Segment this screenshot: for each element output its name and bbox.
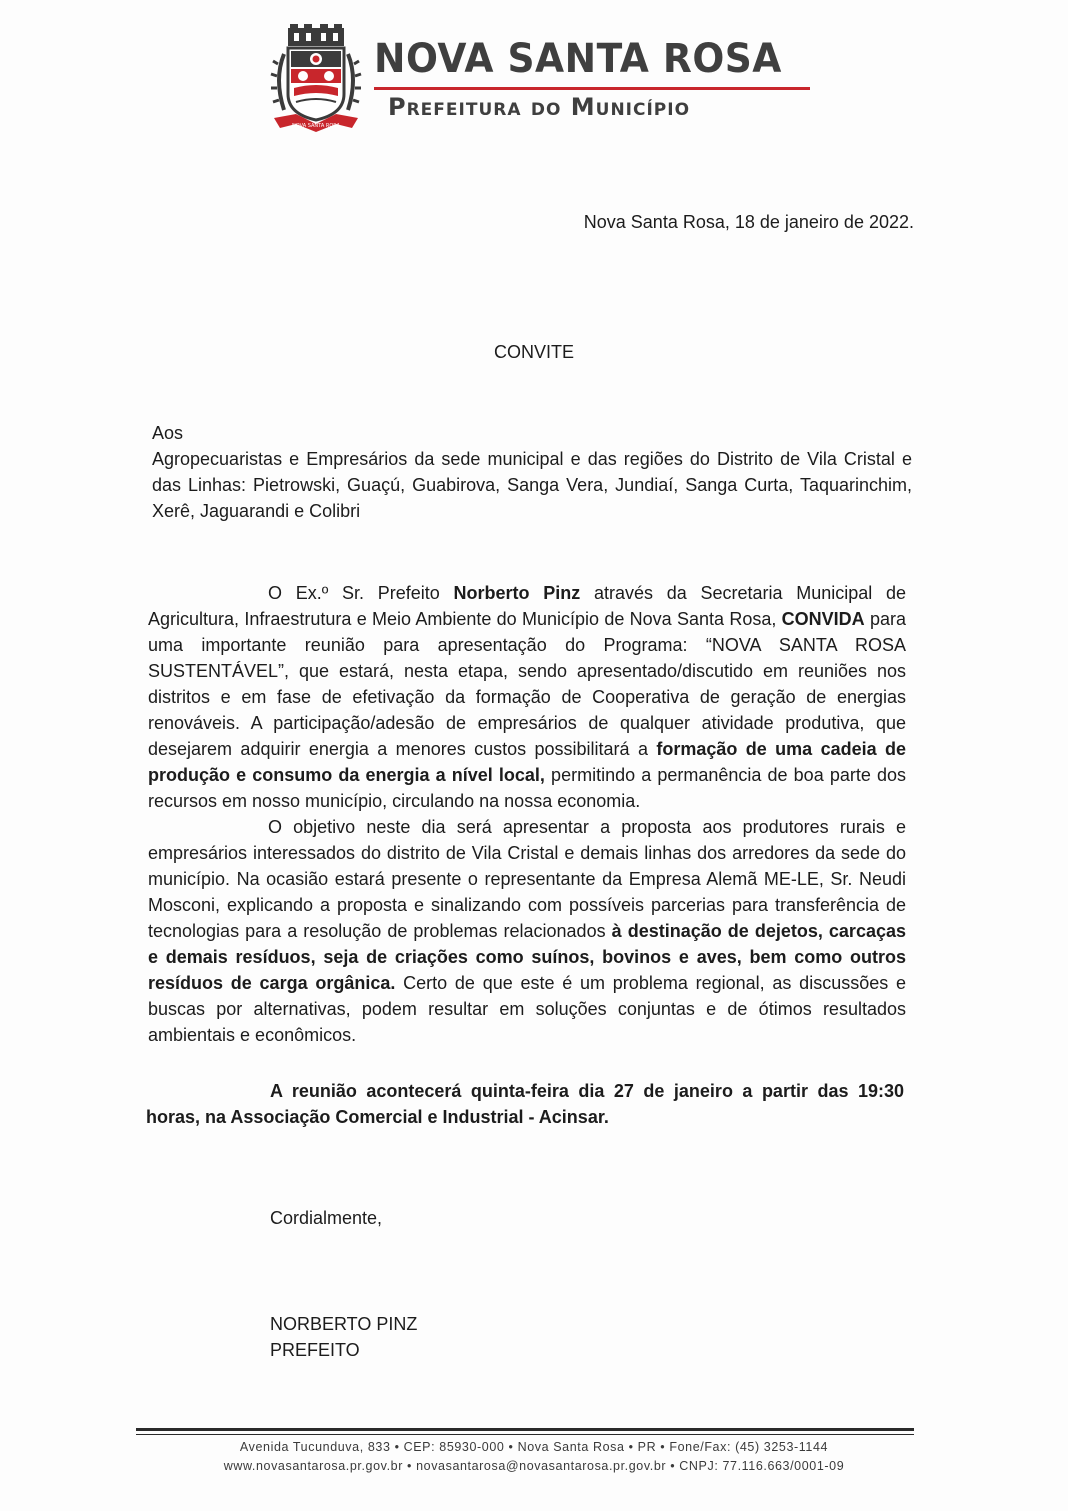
p1-text-4: permitindo a permanência de boa parte dos recursos em nosso município, circulando na nossa economia. <box>148 765 906 811</box>
municipal-coat-of-arms-icon <box>270 24 362 136</box>
signer-title: PREFEITO <box>270 1340 360 1360</box>
body-paragraph-1 <box>148 580 906 814</box>
recipient-label: Aos <box>152 423 184 443</box>
p1-text-1: O Ex.º Sr. Prefeito <box>268 583 454 603</box>
organization-name: NOVA SANTA ROSA <box>374 36 782 82</box>
p1-text-3: para uma importante reunião para apresentação do Programa: “NOVA SANTA ROSA SUSTENTÁVEL”, que estará, nesta etapa, sendo apresentado/discutido em reuniões nos distritos e em fase de efetivação da formação de Cooperativa de geração de energias renováveis. A participação/adesão de empresários de qualquer atividade produtiva, que desejarem adquirir energia a menores custos possibilitará a <box>148 609 906 759</box>
footer-divider-thick <box>136 1428 914 1431</box>
p2-text-2: Certo de que este é um problema regional, as discussões e buscas por alternativas, podem resultar em soluções conjuntas e de ótimos resultados ambientais e econômicos. <box>148 973 906 1045</box>
p2-emphasis: à destinação de dejetos, carcaças e demais resíduos, seja de criações como suínos, bovinos e aves, bem como outros resíduos de carga orgânica. <box>148 921 906 993</box>
document-title: CONVITE <box>493 342 574 362</box>
body-paragraph-2 <box>148 814 906 1048</box>
header-divider <box>374 87 810 90</box>
letter-date: Nova Santa Rosa, 18 de janeiro de 2022. <box>583 212 914 232</box>
seal-ribbon-text: NOVA SANTA ROSA <box>292 123 340 129</box>
signer-name: NORBERTO PINZ <box>270 1314 418 1334</box>
organization-subtitle: Prefeitura do Município <box>388 93 691 121</box>
footer-divider-thin <box>136 1434 914 1435</box>
footer-address: Avenida Tucunduva, 833 • CEP: 85930-000 • Nova Santa Rosa • PR • Fone/Fax: (45) 3253-1144 <box>239 1440 829 1454</box>
convida-bold: CONVIDA <box>781 609 865 629</box>
mayor-name-bold: Norberto Pinz <box>453 583 581 603</box>
p1-text-2: através da Secretaria Municipal de Agricultura, Infraestrutura e Meio Ambiente do Município de Nova Santa Rosa, <box>148 583 906 629</box>
recipient-block <box>152 420 912 524</box>
p1-emphasis: formação de uma cadeia de produção e consumo da energia a nível local, <box>148 739 907 785</box>
recipient-text: Agropecuaristas e Empresários da sede municipal e das regiões do Distrito de Vila Cristal e das Linhas: Pietrowski, Guaçú, Guabirova, Sanga Vera, Jundiaí, Sanga Curta, Taquarinchim, Xerê, Jaguarandi e Colibri <box>152 449 912 521</box>
footer-contacts: www.novasantarosa.pr.gov.br • novasantarosa@novasantarosa.pr.gov.br • CNPJ: 77.116.663/0001-09 <box>223 1459 845 1473</box>
p2-text-1: O objetivo neste dia será apresentar a proposta aos produtores rurais e empresários interessados do distrito de Vila Cristal e demais linhas dos arredores da sede do município. Na ocasião estará presente o representante da Empresa Alemã ME-LE, Sr. Neudi Mosconi, explicando a proposta e sinalizando com possíveis parcerias para transferência de tecnologias para a resolução de problemas relacionados <box>148 817 906 941</box>
meeting-notice: A reunião acontecerá quinta-feira dia 27 de janeiro a partir das 19:30 horas, na Associação Comercial e Industrial - Acinsar. <box>146 1081 904 1127</box>
closing-salutation: Cordialmente, <box>270 1208 383 1228</box>
